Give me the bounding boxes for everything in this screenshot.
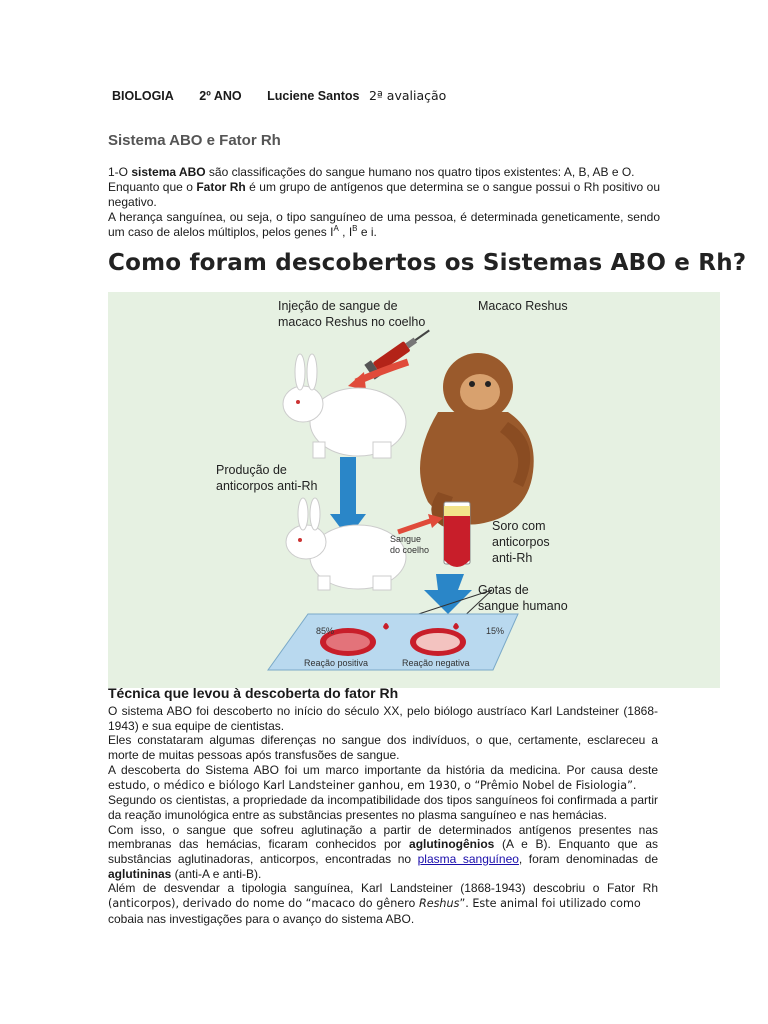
label-line: sangue humano	[478, 599, 568, 613]
body-text	[108, 704, 658, 927]
red-arrowhead	[348, 372, 366, 390]
body-paragraph-6	[108, 881, 658, 911]
production-label	[216, 462, 317, 494]
label-line: macaco Reshus no coelho	[278, 315, 426, 329]
technique-title: Técnica que levou à descoberta do fator Rh	[108, 685, 399, 701]
intro-paragraph-1	[108, 165, 660, 180]
body-paragraph-7: cobaia nas investigações para o avanço do sistema ABO.	[108, 911, 415, 926]
label-line: Injeção de sangue de	[278, 299, 398, 313]
intro-paragraph-3	[108, 210, 660, 240]
positive-percentage: 85%	[316, 626, 335, 636]
text-span: Com isso, o sangue que sofreu aglutinação a partir de determinados antígenos presentes nas membranas das hemácias, ficaram conhecidos por	[108, 822, 658, 852]
label-line: do coelho	[390, 545, 430, 555]
text-span: (A e B). Enquanto que as substâncias aglutinadoras, anticorpos, encontradas no	[108, 837, 658, 867]
text-span: ”. Este animal foi utilizado como	[459, 897, 641, 911]
serum-label	[492, 518, 550, 566]
label-line: Produção de	[216, 463, 287, 477]
small-red-arrow	[398, 520, 433, 532]
text-span: (anticorpos), derivado do nome do “macaco do gênero	[108, 897, 419, 911]
label-line: Soro com	[492, 519, 546, 533]
blue-arrow-tube	[424, 574, 472, 614]
document-header	[112, 88, 446, 103]
drops-label	[478, 582, 568, 614]
text-span: , foram denominadas de	[518, 852, 658, 867]
superscript: B	[352, 224, 358, 233]
rh-discovery-illustration	[108, 292, 720, 688]
body-paragraph-1: O sistema ABO foi descoberto no início do século XX, pelo biólogo austríaco Karl Landsteiner (1868-1943) e sua equipe de cientistas.	[108, 704, 658, 733]
plasma-link[interactable]: plasma sanguíneo	[417, 852, 519, 867]
text-span: Além de desvendar a tipologia sanguínea, Karl Landsteiner (1868-1943) descobriu o Fator Rh	[108, 881, 658, 896]
grade-label: 2º ANO	[199, 89, 242, 103]
test-tube	[444, 502, 470, 567]
positive-reaction-label: Reação positiva	[304, 658, 369, 668]
subject-label: BIOLOGIA	[112, 89, 174, 103]
label-line: Gotas de	[478, 583, 529, 597]
label-line: anticorpos anti-Rh	[216, 479, 318, 493]
body-paragraph-4: Segundo os cientistas, a propriedade da incompatibilidade dos tipos sanguíneos foi confirmada a partir da reação imunológica entre as substâncias presentes no plasma sanguíneo e nas hemácias.	[108, 793, 658, 822]
negative-reaction-label: Reação negativa	[402, 658, 470, 668]
rabbit-blood-label	[390, 534, 429, 556]
text-span: são classificações do sangue humano nos quatro tipos existentes: A, B, AB e O.	[205, 165, 635, 179]
teacher-name: Luciene Santos	[267, 89, 360, 103]
text-span: (anti-A e anti-B).	[171, 866, 262, 881]
body-paragraph-2: Eles constataram algumas diferenças no sangue dos indivíduos, o que, certamente, esclareceu a morte de muitas pessoas após transfusões de sangue.	[108, 733, 658, 763]
body-paragraph-3	[108, 763, 658, 793]
monkey-figure	[420, 353, 534, 532]
intro-paragraph-2	[108, 180, 660, 210]
section-title: Sistema ABO e Fator Rh	[108, 132, 281, 149]
text-span: e i.	[357, 225, 377, 239]
label-line: Sangue	[390, 534, 422, 544]
bold-term: aglutininas	[108, 866, 172, 881]
main-title: Como foram descobertos os Sistemas ABO e Rh?	[108, 250, 747, 276]
italic-term: Reshus	[418, 897, 460, 911]
text-span: A descoberta do Sistema ABO foi um marco importante da história da medicina. Por causa deste	[108, 762, 658, 777]
text-span: é um grupo de antígenos que determina se o sangue possui o Rh positivo ou negativo.	[108, 180, 660, 209]
text-span: , I	[338, 225, 353, 239]
text-span: estudo, o médico e biólogo Karl Landsteiner ganhou, em 1930, o “Prêmio Nobel de Fisiologia”.	[108, 778, 637, 792]
label-line: anticorpos	[492, 535, 550, 549]
text-span: A herança sanguínea, ou seja, o tipo sanguíneo de uma pessoa, é determinada geneticamente, sendo um caso de alelos múltiplos, pelos genes I	[108, 210, 660, 239]
negative-percentage: 15%	[486, 626, 505, 636]
superscript: A	[333, 224, 339, 233]
bold-term: aglutinogênios	[409, 837, 495, 852]
text-span: Enquanto que o	[108, 180, 197, 194]
text-span: 1-O	[108, 165, 132, 179]
bold-term: Fator Rh	[196, 180, 246, 194]
assessment-label: 2ª avaliação	[368, 88, 447, 103]
bold-term: sistema ABO	[131, 165, 206, 179]
injection-label	[278, 298, 425, 330]
monkey-label: Macaco Reshus	[478, 299, 568, 313]
label-line: anti-Rh	[492, 551, 533, 565]
intro-text	[108, 165, 660, 240]
illustration-drawing	[108, 292, 720, 688]
body-paragraph-5	[108, 823, 658, 882]
